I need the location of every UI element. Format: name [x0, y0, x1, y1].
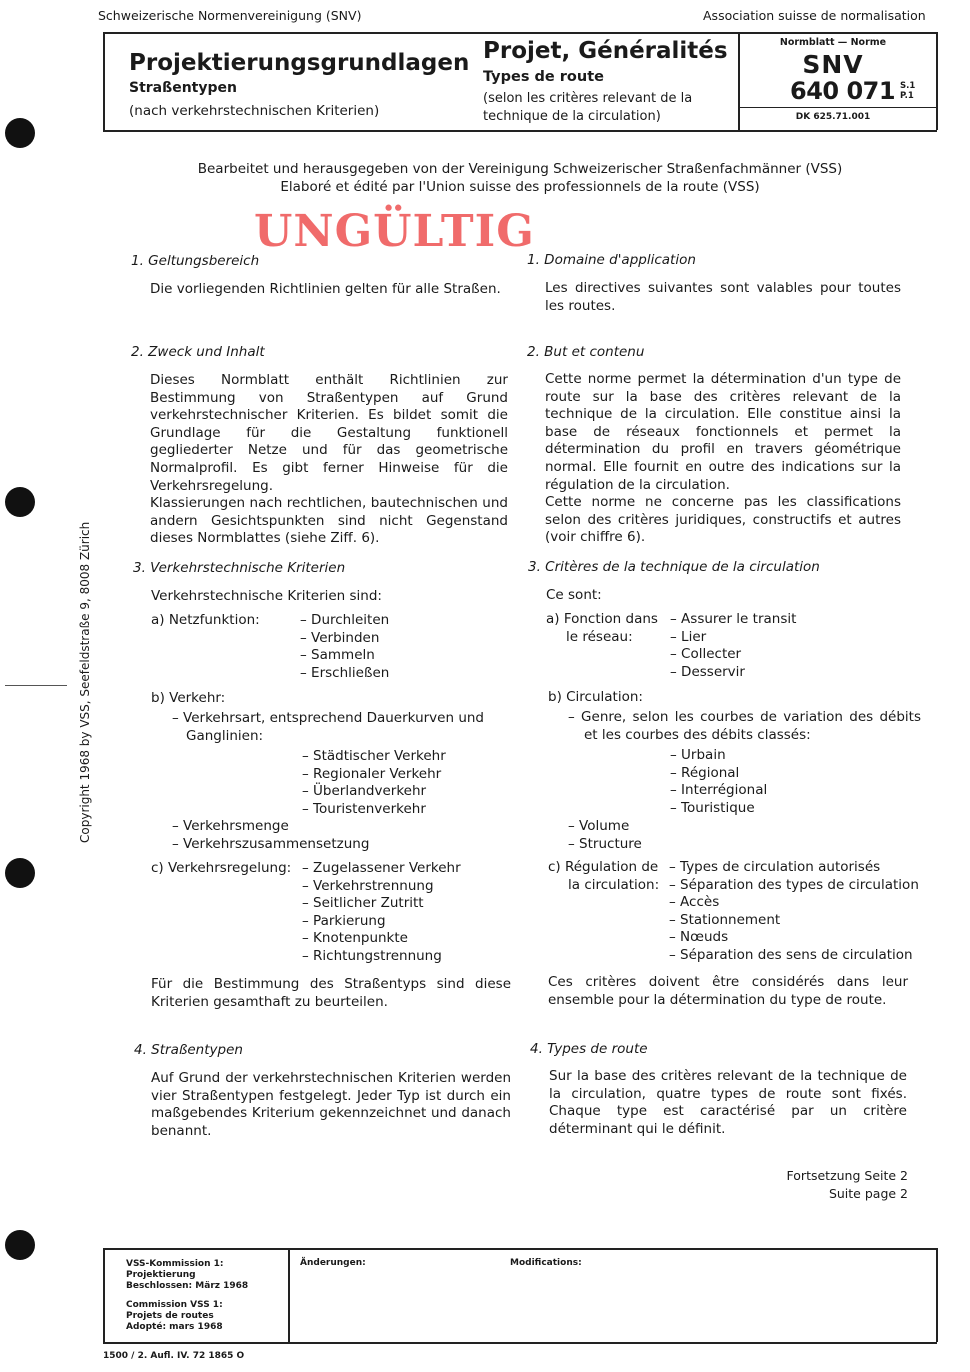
- de-section-4-text: Auf Grund der verkehrstechnischen Kriterien werden vier Straßentypen festgelegt. Jeder Typ ist durch ein maßgebendes Kriterium gekennzeichnet und danach benannt.: [151, 1070, 511, 1139]
- de-criterion-b-sub: – Verkehrsart, entsprechend Dauerkurven und Ganglinien:: [172, 710, 484, 744]
- fr-criterion-c-label-line2: la circulation:: [568, 876, 660, 893]
- list-item: – Urbain: [670, 747, 767, 765]
- norm-org: SNV: [802, 50, 864, 79]
- fr-section-3-closing: Ces critères doivent être considérés dans leur ensemble pour la détermination du type de route.: [548, 974, 908, 1008]
- list-item: – Lier: [670, 629, 796, 647]
- de-section-2-title: 2. Zweck und Inhalt: [131, 344, 265, 360]
- header-right-border: [936, 32, 938, 130]
- fr-section-3-title: 3. Critères de la technique de la circulation: [528, 559, 820, 575]
- fr-section-2-p2: Cette norme ne concerne pas les classifications selon des critères juridiques, constructifs et autres (voir chiffre 6).: [545, 494, 901, 546]
- fr-section-4-text: Sur la base des critères relevant de la technique de la circulation, quatre types de route sont fixés. Chaque type est caractérisé par un critère déterminant qui le définit.: [549, 1068, 907, 1137]
- list-item: – Verkehrstrennung: [302, 878, 461, 896]
- fr-criterion-a-list: [670, 611, 796, 681]
- list-item: – Knotenpunkte: [302, 930, 461, 948]
- continuation-note: [760, 1167, 908, 1203]
- punch-hole: [5, 487, 35, 517]
- de-criterion-a-label: a) Netzfunktion:: [151, 612, 260, 628]
- title-fr: Projet, Généralités: [483, 38, 728, 64]
- list-item: – Nœuds: [669, 929, 919, 947]
- page-ref-p: P.1: [900, 91, 914, 101]
- list-item: – Verbinden: [300, 630, 389, 648]
- fr-criterion-a-label: [546, 611, 658, 646]
- list-item: – Städtischer Verkehr: [302, 748, 446, 766]
- fr-criterion-c-label: [548, 859, 659, 894]
- dk-number: DK 625.71.001: [795, 112, 871, 122]
- de-criterion-c-label: c) Verkehrsregelung:: [151, 860, 292, 876]
- footer-commission-de-2: Projektierung: [126, 1270, 196, 1280]
- footer-left-border: [103, 1248, 105, 1342]
- footer-commission-de: [126, 1259, 248, 1292]
- de-section-2-p1: Dieses Normblatt enthält Richtlinien zur Bestimmung von Straßentypen auf Grund verkehrstechnischer Kriterien. Es bildet somit die Grundlage für die Gestaltung funktionell gegliederter Netze und für das geometrische Normalprofil. Es gibt ferner Hinweise für die Verkehrsregelung.: [150, 372, 508, 494]
- list-item: – Interrégional: [670, 782, 767, 800]
- invalid-stamp: UNGÜLTIG: [254, 206, 535, 257]
- page-ref-s: S.1: [900, 81, 916, 91]
- list-item: – Richtungstrennung: [302, 948, 461, 966]
- list-item: – Durchleiten: [300, 612, 389, 630]
- fold-mark: [5, 685, 67, 686]
- list-item: – Desservir: [670, 664, 796, 682]
- footer-commission-de-1: VSS-Kommission 1:: [126, 1259, 224, 1269]
- list-item: – Séparation des sens de circulation: [669, 947, 919, 965]
- subtitle-fr: Types de route: [483, 69, 604, 85]
- de-criterion-a-list: [300, 612, 389, 682]
- list-item: – Collecter: [670, 646, 796, 664]
- list-item: – Assurer le transit: [670, 611, 796, 629]
- de-section-1-title: 1. Geltungsbereich: [131, 253, 260, 269]
- list-item: – Touristique: [670, 800, 767, 818]
- norm-number: 640 071: [790, 77, 896, 105]
- list-item: – Überlandverkehr: [302, 783, 446, 801]
- footer-commission-fr-3: Adopté: mars 1968: [126, 1322, 223, 1332]
- fr-section-4-title: 4. Types de route: [530, 1041, 648, 1057]
- footer-right-border: [936, 1248, 938, 1342]
- list-item: – Regionaler Verkehr: [302, 766, 446, 784]
- fr-section-1-text: Les directives suivantes sont valables pour toutes les routes.: [545, 280, 901, 314]
- punch-hole: [5, 1230, 35, 1260]
- subtitle-de: Straßentypen: [129, 80, 237, 96]
- fr-section-2-p1: Cette norme permet la détermination d'un type de route sur la base des critères relevant de la technique de la circulation. Elle constitue ainsi la base de réseaux fonctionnels et permet la détermination du profil en travers géométrique normal. Elle fournit en outre des indications sur la régulation de la circulation.: [545, 371, 901, 493]
- fr-criterion-c-list: [669, 859, 919, 965]
- list-item: – Seitlicher Zutritt: [302, 895, 461, 913]
- footer-commission-fr: [126, 1300, 223, 1333]
- continuation-fr: Suite page 2: [828, 1186, 908, 1201]
- fr-criterion-c-label-line1: c) Régulation de: [548, 859, 659, 875]
- de-section-3-title: 3. Verkehrstechnische Kriterien: [133, 560, 346, 576]
- note-de: (nach verkehrstechnischen Kriterien): [129, 103, 380, 119]
- publisher-fr: Elaboré et édité par l'Union suisse des professionnels de la route (VSS): [280, 179, 760, 195]
- fr-section-2-text: [545, 371, 901, 547]
- footer-commission-fr-1: Commission VSS 1:: [126, 1300, 223, 1310]
- norm-label: Normblatt — Norme: [779, 37, 887, 48]
- copyright: Copyright 1968 by VSS, Seefeldstraße 9, 8008 Zürich: [78, 521, 92, 843]
- de-section-3-intro: Verkehrstechnische Kriterien sind:: [151, 588, 382, 604]
- de-section-4-title: 4. Straßentypen: [134, 1042, 243, 1058]
- list-item: – Accès: [669, 894, 919, 912]
- list-item: – Erschließen: [300, 665, 389, 683]
- print-line: 1500 / 2. Aufl. IV. 72 1865 O: [103, 1351, 245, 1361]
- list-item: – Parkierung: [302, 913, 461, 931]
- fr-criterion-b-label: b) Circulation:: [548, 689, 643, 705]
- footer-commission-de-3: Beschlossen: März 1968: [126, 1281, 249, 1291]
- footer-changes-de: Änderungen:: [300, 1258, 366, 1268]
- list-item: – Verkehrsmenge: [172, 818, 369, 836]
- de-section-1-text: Die vorliegenden Richtlinien gelten für alle Straßen.: [150, 281, 501, 297]
- org-name-fr: Association suisse de normalisation: [703, 8, 926, 23]
- fr-criterion-a-label-line2: le réseau:: [566, 628, 633, 645]
- de-criterion-b-label: b) Verkehr:: [151, 690, 226, 706]
- list-item: – Sammeln: [300, 647, 389, 665]
- org-name-de: Schweizerische Normenvereinigung (SNV): [98, 8, 362, 23]
- title-de: Projektierungsgrundlagen: [129, 50, 470, 76]
- header-norm-divider: [740, 107, 936, 108]
- continuation-de: Fortsetzung Seite 2: [786, 1168, 908, 1183]
- de-section-3-closing: Für die Bestimmung des Straßentyps sind diese Kriterien gesamthaft zu beurteilen.: [151, 976, 511, 1010]
- fr-criterion-b-more: [568, 818, 642, 853]
- list-item: – Types de circulation autorisés: [669, 859, 919, 877]
- publisher-de: Bearbeitet und herausgegeben von der Vereinigung Schweizerischer Straßenfachmänner (VSS): [197, 161, 843, 177]
- de-section-2-p2: Klassierungen nach rechtlichen, bautechnischen und andern Gesichtspunkten sind nicht Gegenstand dieses Normblattes (siehe Ziff. 6).: [150, 495, 508, 547]
- list-item: – Régional: [670, 765, 767, 783]
- list-item: – Verkehrszusammensetzung: [172, 836, 369, 854]
- footer-divider: [288, 1248, 290, 1342]
- fr-criterion-b-list: [670, 747, 767, 817]
- de-criterion-b-list: [302, 748, 446, 818]
- fr-criterion-a-label-line1: a) Fonction dans: [546, 611, 658, 627]
- list-item: – Séparation des types de circulation: [669, 877, 919, 895]
- punch-hole: [5, 858, 35, 888]
- list-item: – Touristenverkehr: [302, 801, 446, 819]
- fr-criterion-b-sub: – Genre, selon les courbes de variation des débits et les courbes des débits classés:: [568, 709, 921, 743]
- de-criterion-c-list: [302, 860, 461, 966]
- list-item: – Volume: [568, 818, 642, 836]
- note-fr: (selon les critères relevant de la technique de la circulation): [483, 91, 693, 124]
- de-section-2-text: [150, 372, 508, 548]
- fr-section-2-title: 2. But et contenu: [527, 344, 645, 360]
- fr-section-1-title: 1. Domaine d'application: [527, 252, 696, 268]
- header-left-border: [103, 32, 105, 130]
- footer-changes-fr: Modifications:: [510, 1258, 582, 1268]
- de-criterion-b-more: [172, 818, 369, 853]
- list-item: – Stationnement: [669, 912, 919, 930]
- footer-commission-fr-2: Projets de routes: [126, 1311, 214, 1321]
- fr-section-3-intro: Ce sont:: [546, 587, 602, 603]
- page-ref: [900, 81, 915, 101]
- punch-hole: [5, 118, 35, 148]
- list-item: – Zugelassener Verkehr: [302, 860, 461, 878]
- list-item: – Structure: [568, 836, 642, 854]
